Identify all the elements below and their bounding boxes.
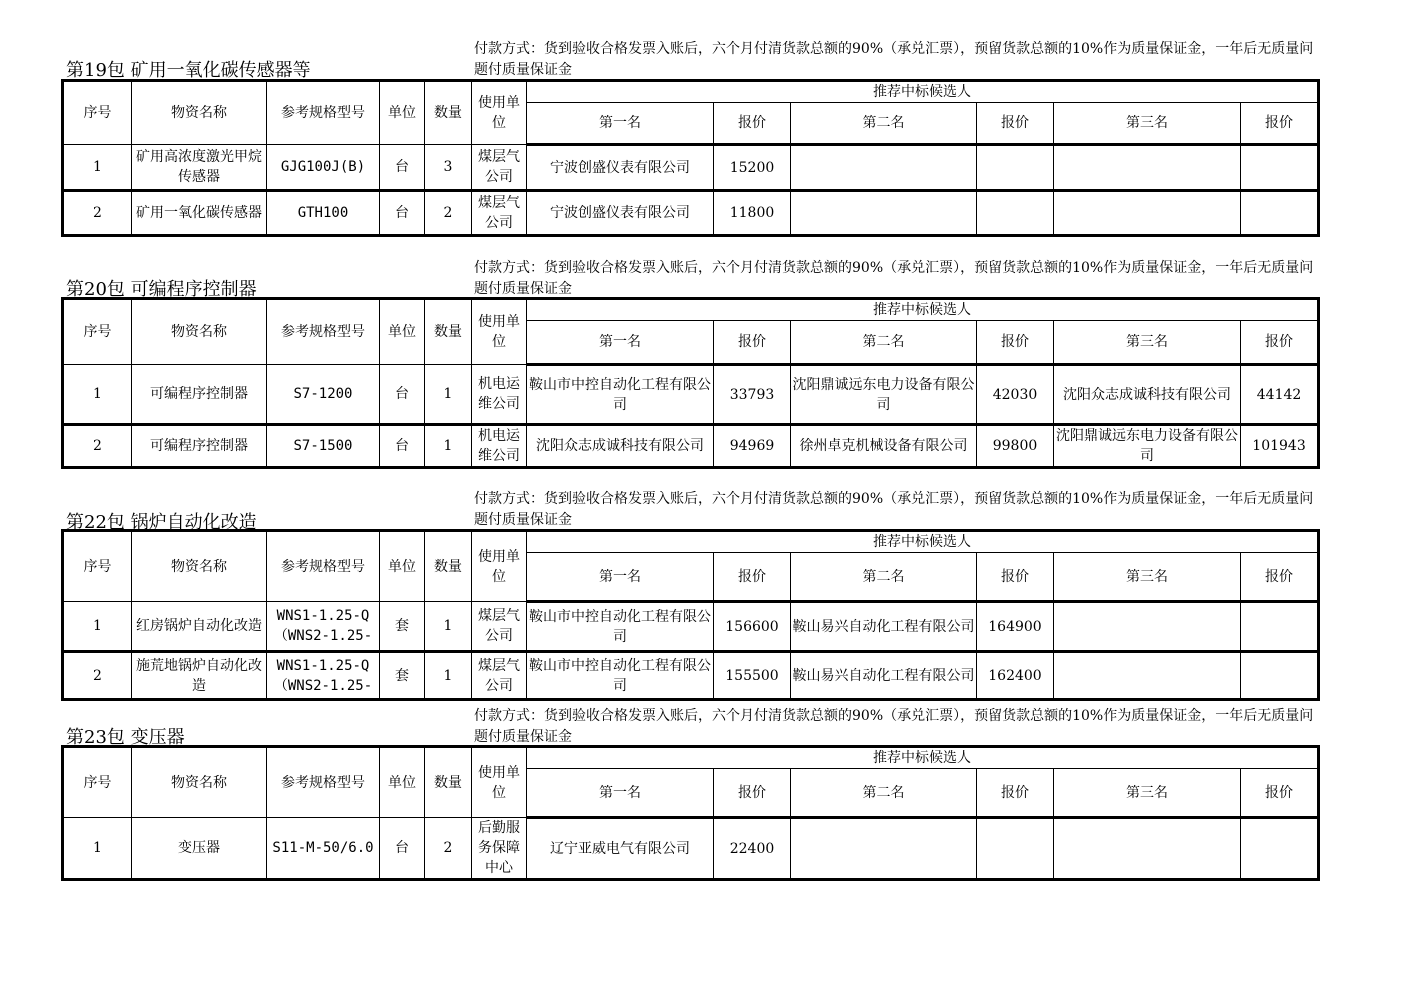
row-name: 施荒地锅炉自动化改造 xyxy=(132,652,267,700)
header-seq: 序号 xyxy=(63,747,132,818)
row-spec: GJG100J(B) xyxy=(267,145,380,191)
header-qty: 数量 xyxy=(425,747,472,818)
header-spec: 参考规格型号 xyxy=(267,299,380,365)
package-22-table xyxy=(61,529,1320,701)
header-user: 使用单位 xyxy=(472,531,527,602)
row-unit: 台 xyxy=(380,818,425,880)
row-price-1: 156600 xyxy=(714,602,791,652)
header-first: 第一名 xyxy=(527,553,714,602)
row-unit: 台 xyxy=(380,365,425,425)
row-third: 沈阳鼎诚远东电力设备有限公司 xyxy=(1054,425,1241,468)
header-first: 第一名 xyxy=(527,769,714,818)
table-row xyxy=(63,652,1319,700)
row-user: 煤层气公司 xyxy=(472,652,527,700)
table-row xyxy=(63,145,1319,191)
header-price-3: 报价 xyxy=(1241,553,1319,602)
row-user: 后勤服务保障中心 xyxy=(472,818,527,880)
package-19-payment-note: 付款方式：货到验收合格发票入账后，六个月付清货款总额的90%（承兑汇票），预留货款总额的10%作为质量保证金，一年后无质量问题付质量保证金 xyxy=(474,41,1314,78)
header-price-1: 报价 xyxy=(714,321,791,365)
row-third xyxy=(1054,652,1241,700)
row-second xyxy=(791,191,977,236)
header-third: 第三名 xyxy=(1054,769,1241,818)
row-price-3 xyxy=(1241,602,1319,652)
row-price-2: 42030 xyxy=(977,365,1054,425)
row-name: 矿用高浓度激光甲烷传感器 xyxy=(132,145,267,191)
row-qty: 1 xyxy=(425,365,472,425)
row-third xyxy=(1054,145,1241,191)
row-unit: 台 xyxy=(380,191,425,236)
row-first: 鞍山市中控自动化工程有限公司 xyxy=(527,652,714,700)
row-name: 可编程序控制器 xyxy=(132,365,267,425)
row-third: 沈阳众志成诚科技有限公司 xyxy=(1054,365,1241,425)
row-second: 沈阳鼎诚远东电力设备有限公司 xyxy=(791,365,977,425)
header-price-3: 报价 xyxy=(1241,769,1319,818)
row-price-2 xyxy=(977,145,1054,191)
row-price-3 xyxy=(1241,191,1319,236)
header-recommend: 推荐中标候选人 xyxy=(527,531,1319,553)
package-20-table xyxy=(61,297,1320,469)
header-recommend: 推荐中标候选人 xyxy=(527,81,1319,103)
row-third xyxy=(1054,602,1241,652)
row-price-2: 164900 xyxy=(977,602,1054,652)
row-qty: 1 xyxy=(425,602,472,652)
row-price-1: 155500 xyxy=(714,652,791,700)
row-unit: 台 xyxy=(380,425,425,468)
header-recommend: 推荐中标候选人 xyxy=(527,299,1319,321)
header-spec: 参考规格型号 xyxy=(267,747,380,818)
row-qty: 3 xyxy=(425,145,472,191)
row-seq: 2 xyxy=(63,425,132,468)
header-unit: 单位 xyxy=(380,747,425,818)
row-price-2 xyxy=(977,818,1054,880)
row-unit: 套 xyxy=(380,602,425,652)
row-price-2: 162400 xyxy=(977,652,1054,700)
row-name: 红房锅炉自动化改造 xyxy=(132,602,267,652)
header-first: 第一名 xyxy=(527,103,714,145)
row-seq: 2 xyxy=(63,652,132,700)
header-seq: 序号 xyxy=(63,299,132,365)
row-second: 鞍山易兴自动化工程有限公司 xyxy=(791,602,977,652)
row-first: 鞍山市中控自动化工程有限公司 xyxy=(527,365,714,425)
row-price-2 xyxy=(977,191,1054,236)
header-second: 第二名 xyxy=(791,769,977,818)
row-name: 可编程序控制器 xyxy=(132,425,267,468)
header-unit: 单位 xyxy=(380,81,425,145)
header-price-3: 报价 xyxy=(1241,103,1319,145)
row-qty: 2 xyxy=(425,818,472,880)
row-second xyxy=(791,818,977,880)
row-price-3: 44142 xyxy=(1241,365,1319,425)
row-user: 煤层气公司 xyxy=(472,145,527,191)
header-third: 第三名 xyxy=(1054,321,1241,365)
row-spec: S7-1200 xyxy=(267,365,380,425)
header-spec: 参考规格型号 xyxy=(267,531,380,602)
header-price-2: 报价 xyxy=(977,553,1054,602)
header-price-1: 报价 xyxy=(714,103,791,145)
row-spec: WNS1-1.25-Q（WNS2-1.25- xyxy=(273,608,373,644)
header-seq: 序号 xyxy=(63,531,132,602)
row-seq: 1 xyxy=(63,602,132,652)
row-third xyxy=(1054,818,1241,880)
row-second xyxy=(791,145,977,191)
header-name: 物资名称 xyxy=(132,531,267,602)
row-qty: 1 xyxy=(425,652,472,700)
row-price-3 xyxy=(1241,145,1319,191)
row-spec: GTH100 xyxy=(267,191,380,236)
row-first: 宁波创盛仪表有限公司 xyxy=(527,145,714,191)
header-qty: 数量 xyxy=(425,81,472,145)
row-user: 煤层气公司 xyxy=(472,602,527,652)
table-row xyxy=(63,191,1319,236)
table-row xyxy=(63,818,1319,880)
package-23-title: 第23包 变压器 xyxy=(66,727,185,748)
row-seq: 1 xyxy=(63,365,132,425)
row-qty: 2 xyxy=(425,191,472,236)
row-seq: 1 xyxy=(63,818,132,880)
header-second: 第二名 xyxy=(791,321,977,365)
header-seq: 序号 xyxy=(63,81,132,145)
package-19-table xyxy=(61,79,1320,237)
table-row xyxy=(63,365,1319,425)
row-price-3 xyxy=(1241,818,1319,880)
header-name: 物资名称 xyxy=(132,747,267,818)
header-spec: 参考规格型号 xyxy=(267,81,380,145)
row-first: 宁波创盛仪表有限公司 xyxy=(527,191,714,236)
row-user: 煤层气公司 xyxy=(472,191,527,236)
row-unit: 套 xyxy=(380,652,425,700)
header-name: 物资名称 xyxy=(132,81,267,145)
row-seq: 2 xyxy=(63,191,132,236)
header-price-2: 报价 xyxy=(977,103,1054,145)
row-second: 鞍山易兴自动化工程有限公司 xyxy=(791,652,977,700)
package-19-title: 第19包 矿用一氧化碳传感器等 xyxy=(66,60,311,81)
header-unit: 单位 xyxy=(380,299,425,365)
row-spec: S11-M-50/6.0 xyxy=(267,818,380,880)
header-price-3: 报价 xyxy=(1241,321,1319,365)
header-price-2: 报价 xyxy=(977,769,1054,818)
package-22-title: 第22包 锅炉自动化改造 xyxy=(66,512,257,533)
header-qty: 数量 xyxy=(425,531,472,602)
package-20-payment-note: 付款方式：货到验收合格发票入账后，六个月付清货款总额的90%（承兑汇票），预留货款总额的10%作为质量保证金，一年后无质量问题付质量保证金 xyxy=(474,260,1314,297)
row-second: 徐州卓克机械设备有限公司 xyxy=(791,425,977,468)
header-price-1: 报价 xyxy=(714,553,791,602)
row-third xyxy=(1054,191,1241,236)
row-name: 矿用一氧化碳传感器 xyxy=(132,191,267,236)
table-row xyxy=(63,602,1319,652)
row-user: 机电运维公司 xyxy=(472,365,527,425)
header-name: 物资名称 xyxy=(132,299,267,365)
package-22-payment-note: 付款方式：货到验收合格发票入账后，六个月付清货款总额的90%（承兑汇票），预留货款总额的10%作为质量保证金，一年后无质量问题付质量保证金 xyxy=(474,491,1314,528)
row-price-1: 11800 xyxy=(714,191,791,236)
header-second: 第二名 xyxy=(791,103,977,145)
row-qty: 1 xyxy=(425,425,472,468)
row-first: 辽宁亚威电气有限公司 xyxy=(527,818,714,880)
header-user: 使用单位 xyxy=(472,81,527,145)
header-price-1: 报价 xyxy=(714,769,791,818)
header-first: 第一名 xyxy=(527,321,714,365)
package-20-title: 第20包 可编程序控制器 xyxy=(66,279,257,300)
row-price-3 xyxy=(1241,652,1319,700)
row-price-1: 15200 xyxy=(714,145,791,191)
row-user: 机电运维公司 xyxy=(472,425,527,468)
row-price-1: 22400 xyxy=(714,818,791,880)
package-23-payment-note: 付款方式：货到验收合格发票入账后，六个月付清货款总额的90%（承兑汇票），预留货款总额的10%作为质量保证金，一年后无质量问题付质量保证金 xyxy=(474,708,1314,745)
header-third: 第三名 xyxy=(1054,553,1241,602)
header-user: 使用单位 xyxy=(472,747,527,818)
header-user: 使用单位 xyxy=(472,299,527,365)
package-23-table xyxy=(61,745,1320,881)
header-recommend: 推荐中标候选人 xyxy=(527,747,1319,769)
row-price-1: 33793 xyxy=(714,365,791,425)
row-price-1: 94969 xyxy=(714,425,791,468)
row-first: 沈阳众志成诚科技有限公司 xyxy=(527,425,714,468)
header-qty: 数量 xyxy=(425,299,472,365)
header-second: 第二名 xyxy=(791,553,977,602)
header-price-2: 报价 xyxy=(977,321,1054,365)
row-spec: WNS1-1.25-Q（WNS2-1.25- xyxy=(273,657,373,694)
row-name: 变压器 xyxy=(132,818,267,880)
header-third: 第三名 xyxy=(1054,103,1241,145)
table-row xyxy=(63,425,1319,468)
row-unit: 台 xyxy=(380,145,425,191)
row-seq: 1 xyxy=(63,145,132,191)
row-price-2: 99800 xyxy=(977,425,1054,468)
row-spec: S7-1500 xyxy=(267,425,380,468)
row-first: 鞍山市中控自动化工程有限公司 xyxy=(527,602,714,652)
row-price-3: 101943 xyxy=(1241,425,1319,468)
header-unit: 单位 xyxy=(380,531,425,602)
